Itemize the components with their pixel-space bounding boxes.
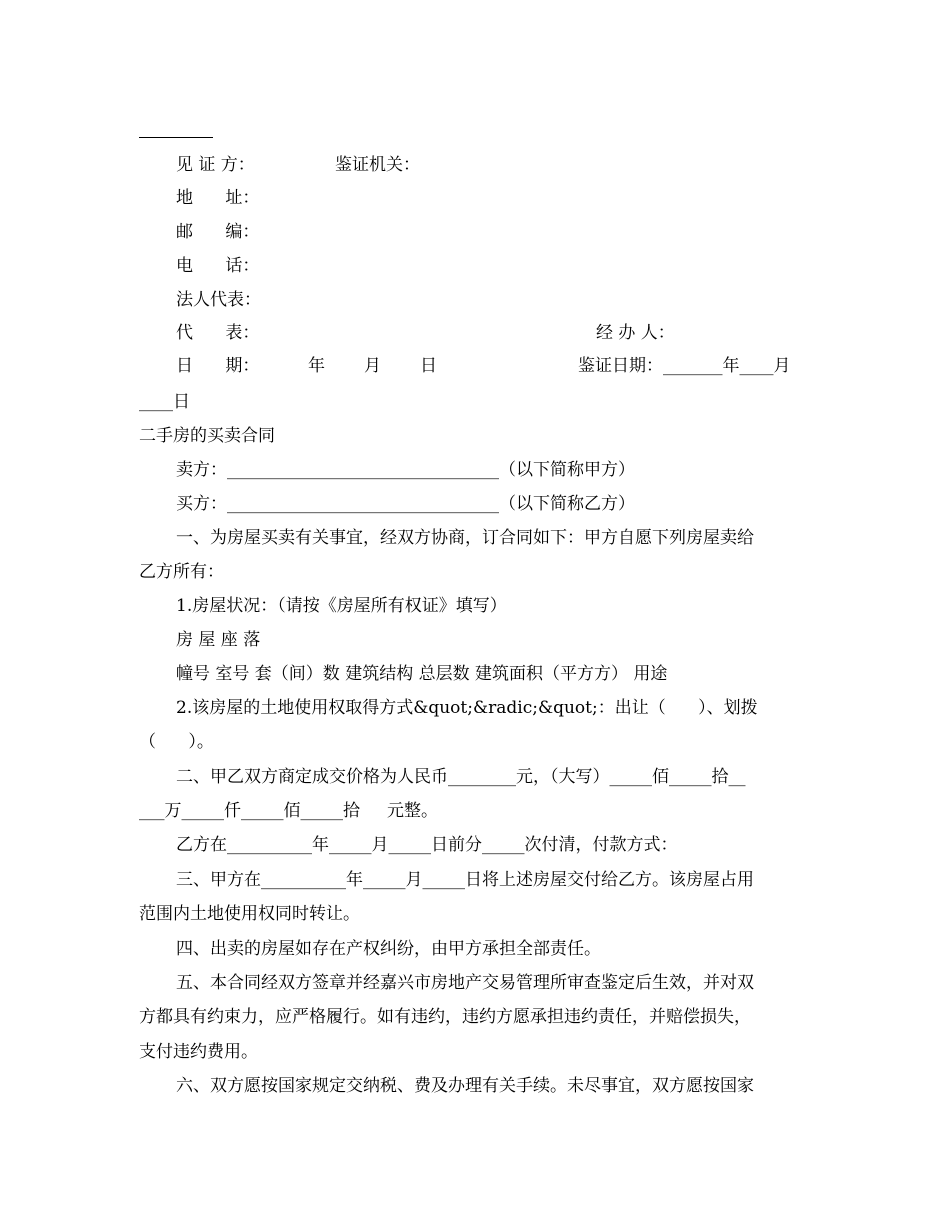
clause-5-line-3: 支付违约费用。 bbox=[139, 1042, 258, 1062]
date-year: 年 bbox=[308, 356, 325, 376]
house-columns: 幢号 室号 套（间）数 建筑结构 总层数 建筑面积（平方方） 用途 bbox=[176, 664, 668, 684]
item-2-line-1: 2.该房屋的土地使用权取得方式&quot;&radic;&quot;：出让（ ）、划拨 bbox=[176, 698, 758, 718]
clause-2-line-2: ___万_____仟_____佰_____拾 元整。 bbox=[139, 801, 439, 821]
date-label: 日 期： bbox=[176, 356, 260, 376]
contract-title: 二手房的买卖合同 bbox=[139, 426, 275, 446]
authority-label: 鉴证机关： bbox=[335, 155, 420, 175]
item-1: 1.房屋状况：（请按《房屋所有权证》填写） bbox=[176, 596, 507, 616]
clause-2-line-1: 二、甲乙双方商定成交价格为人民币________元，（大写）_____佰_____拾__ bbox=[176, 767, 746, 787]
date-month: 月 bbox=[364, 356, 381, 376]
clause-1-line-2: 乙方所有： bbox=[139, 562, 224, 582]
seller-line: 卖方：________________________________（以下简称甲方） bbox=[176, 460, 635, 480]
verify-date: 鉴证日期：_______年____月 bbox=[578, 356, 791, 376]
handler-label: 经 办 人： bbox=[596, 323, 675, 343]
house-location: 房 屋 座 落 bbox=[176, 630, 261, 650]
clause-3-line-1: 三、甲方在__________年_____月_____日将上述房屋交付给乙方。该房屋占用 bbox=[176, 870, 754, 890]
verify-day: ____日 bbox=[139, 392, 190, 412]
signature-underline bbox=[139, 137, 213, 138]
clause-6-line-1: 六、双方愿按国家规定交纳税、费及办理有关手续。未尽事宜，双方愿按国家 bbox=[176, 1076, 754, 1096]
address-label: 地 址： bbox=[176, 188, 260, 208]
clause-5-line-1: 五、本合同经双方签章并经嘉兴市房地产交易管理所审查鉴定后生效，并对双 bbox=[176, 973, 754, 993]
rep-label: 代 表： bbox=[176, 323, 260, 343]
clause-5-line-2: 方都具有约束力，应严格履行。如有违约，违约方愿承担违约责任，并赔偿损失， bbox=[139, 1007, 751, 1027]
date-day: 日 bbox=[420, 356, 437, 376]
buyer-line: 买方：________________________________（以下简称乙方） bbox=[176, 494, 635, 514]
item-2-line-2: （ ）。 bbox=[139, 732, 214, 752]
phone-label: 电 话： bbox=[176, 256, 260, 276]
clause-1-line-1: 一、为房屋买卖有关事宜，经双方协商，订合同如下：甲方自愿下列房屋卖给 bbox=[176, 528, 754, 548]
legal-rep-label: 法人代表： bbox=[176, 290, 261, 310]
clause-4: 四、出卖的房屋如存在产权纠纷，由甲方承担全部责任。 bbox=[176, 939, 601, 959]
postcode-label: 邮 编： bbox=[176, 222, 260, 242]
clause-3-line-2: 范围内土地使用权同时转让。 bbox=[139, 904, 360, 924]
witness-party-label: 见 证 方： bbox=[176, 155, 255, 175]
payment-line: 乙方在__________年_____月_____日前分_____次付清，付款方式： bbox=[176, 835, 678, 855]
